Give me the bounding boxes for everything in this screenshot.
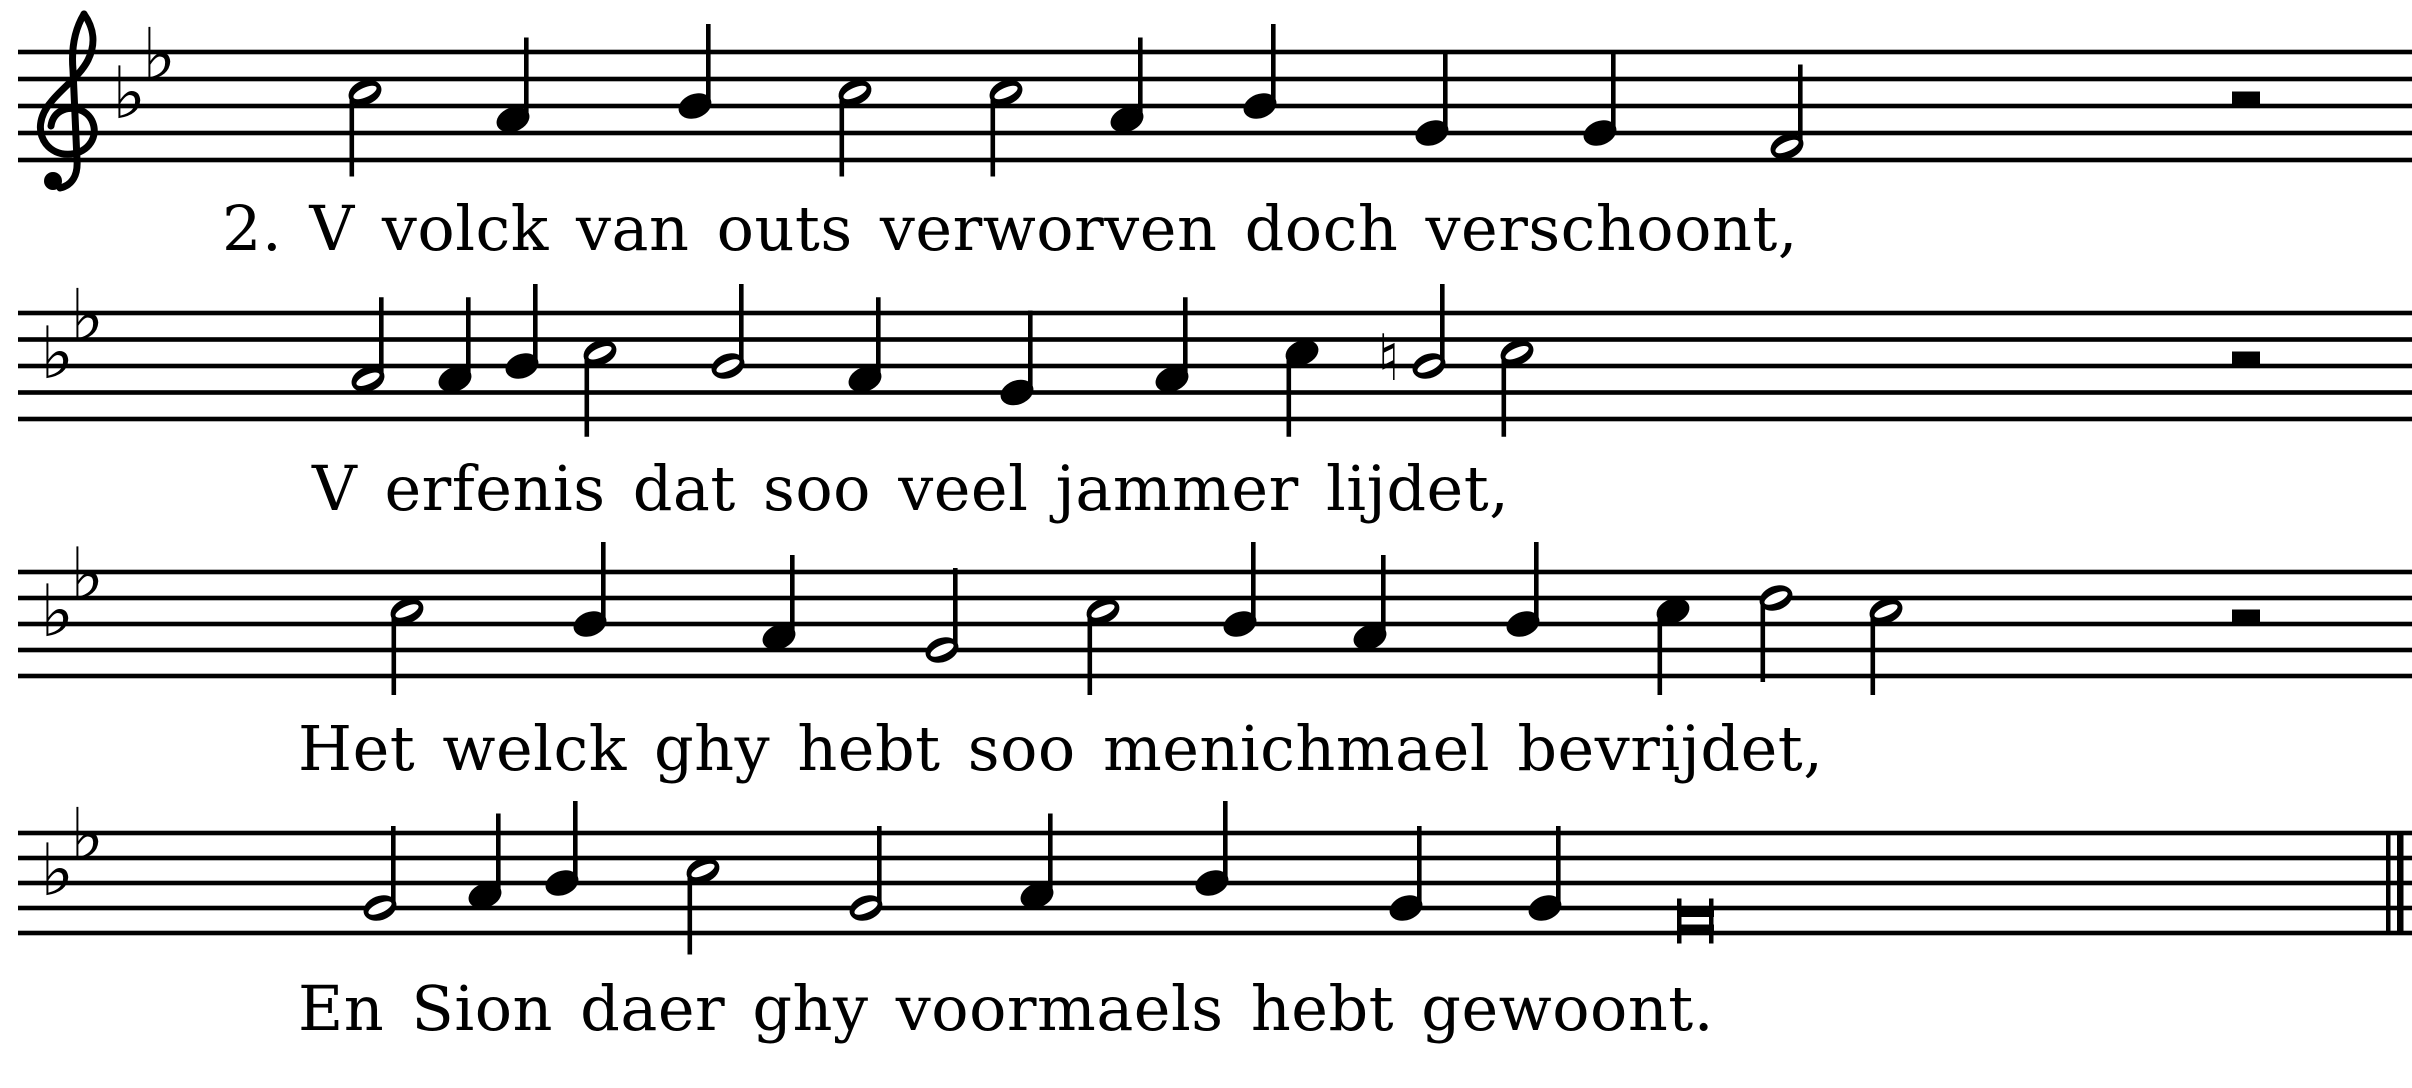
note-stem	[840, 93, 845, 177]
note-stem	[601, 542, 606, 624]
note-stem	[1223, 801, 1228, 883]
staff-line	[18, 390, 2412, 395]
note-stem	[379, 297, 384, 379]
final-barline	[2386, 831, 2391, 935]
staff-line	[18, 596, 2412, 601]
flat-sign: ♭	[142, 12, 176, 97]
breve-note	[1677, 899, 1682, 944]
note-stem	[1443, 51, 1448, 133]
note-stem	[953, 568, 958, 650]
staff-line	[18, 674, 2412, 679]
flat-sign: ♭	[40, 569, 74, 653]
lyric-line-1: 2. V volck van outs verworven doch verschoont,	[222, 192, 1799, 265]
staff-line	[18, 648, 2412, 653]
note-stem	[1798, 65, 1803, 147]
natural-sign: ♮	[1377, 322, 1400, 396]
note-stem	[991, 93, 996, 177]
flat-sign: ♭	[70, 792, 104, 877]
flat-sign: ♭	[40, 311, 74, 395]
lyric-line-3: Het welck ghy hebt soo menichmael bevrijdet,	[298, 712, 1824, 785]
staff-line	[18, 831, 2412, 836]
note-stem	[1761, 598, 1766, 682]
note-stem	[392, 611, 397, 695]
note-stem	[1440, 284, 1445, 366]
breve-rest	[2232, 352, 2260, 365]
note-stem	[790, 555, 795, 637]
staff-line	[18, 50, 2412, 55]
note-stem	[1048, 814, 1053, 896]
note-stem	[466, 297, 471, 379]
note-stem	[391, 826, 396, 908]
breve-note	[1677, 925, 1714, 934]
lyric-line-2: V erfenis dat soo veel jammer lijdet,	[312, 452, 1510, 525]
staff-line	[18, 104, 2412, 109]
flat-sign: ♭	[40, 828, 74, 912]
note-stem	[1271, 24, 1276, 106]
breve-note	[1709, 899, 1714, 944]
note-stem	[688, 871, 693, 955]
breve-rest	[2232, 92, 2260, 105]
note-stem	[1534, 542, 1539, 624]
note-stem	[1251, 542, 1256, 624]
note-stem	[1381, 555, 1386, 637]
note-stem	[1088, 611, 1093, 695]
treble-clef	[44, 172, 62, 190]
staff-line	[18, 622, 2412, 627]
staff-line	[18, 931, 2412, 936]
note-stem	[1183, 297, 1188, 379]
note-stem	[1611, 51, 1616, 133]
breve-rest	[2232, 610, 2260, 623]
staff-line	[18, 131, 2412, 136]
note-stem	[1658, 611, 1663, 695]
final-barline	[2397, 831, 2404, 935]
note-stem	[706, 24, 711, 106]
note-stem	[876, 297, 881, 379]
note-stem	[524, 38, 529, 120]
staff-line	[18, 417, 2412, 422]
staff-line	[18, 311, 2412, 316]
staff-line	[18, 856, 2412, 861]
note-stem	[1502, 353, 1507, 437]
staff-line	[18, 570, 2412, 575]
note-stem	[350, 93, 355, 177]
note-stem	[573, 801, 578, 883]
note-stem	[496, 814, 501, 896]
note-stem	[1138, 38, 1143, 120]
flat-sign: ♭	[112, 51, 146, 135]
breve-note	[1677, 909, 1714, 918]
flat-sign: ♭	[70, 273, 104, 358]
staff-line	[18, 158, 2412, 163]
staff-line	[18, 337, 2412, 342]
note-stem	[1871, 611, 1876, 695]
note-stem	[1556, 826, 1561, 908]
note-stem	[877, 826, 882, 908]
staff-line	[18, 77, 2412, 82]
lyric-line-4: En Sion daer ghy voormaels hebt gewoont.	[298, 972, 1714, 1045]
note-stem	[585, 353, 590, 437]
note-stem	[533, 284, 538, 366]
note-stem	[1028, 311, 1033, 393]
note-stem	[1287, 353, 1292, 437]
note-stem	[739, 284, 744, 366]
flat-sign: ♭	[70, 532, 104, 616]
note-stem	[1417, 826, 1422, 908]
